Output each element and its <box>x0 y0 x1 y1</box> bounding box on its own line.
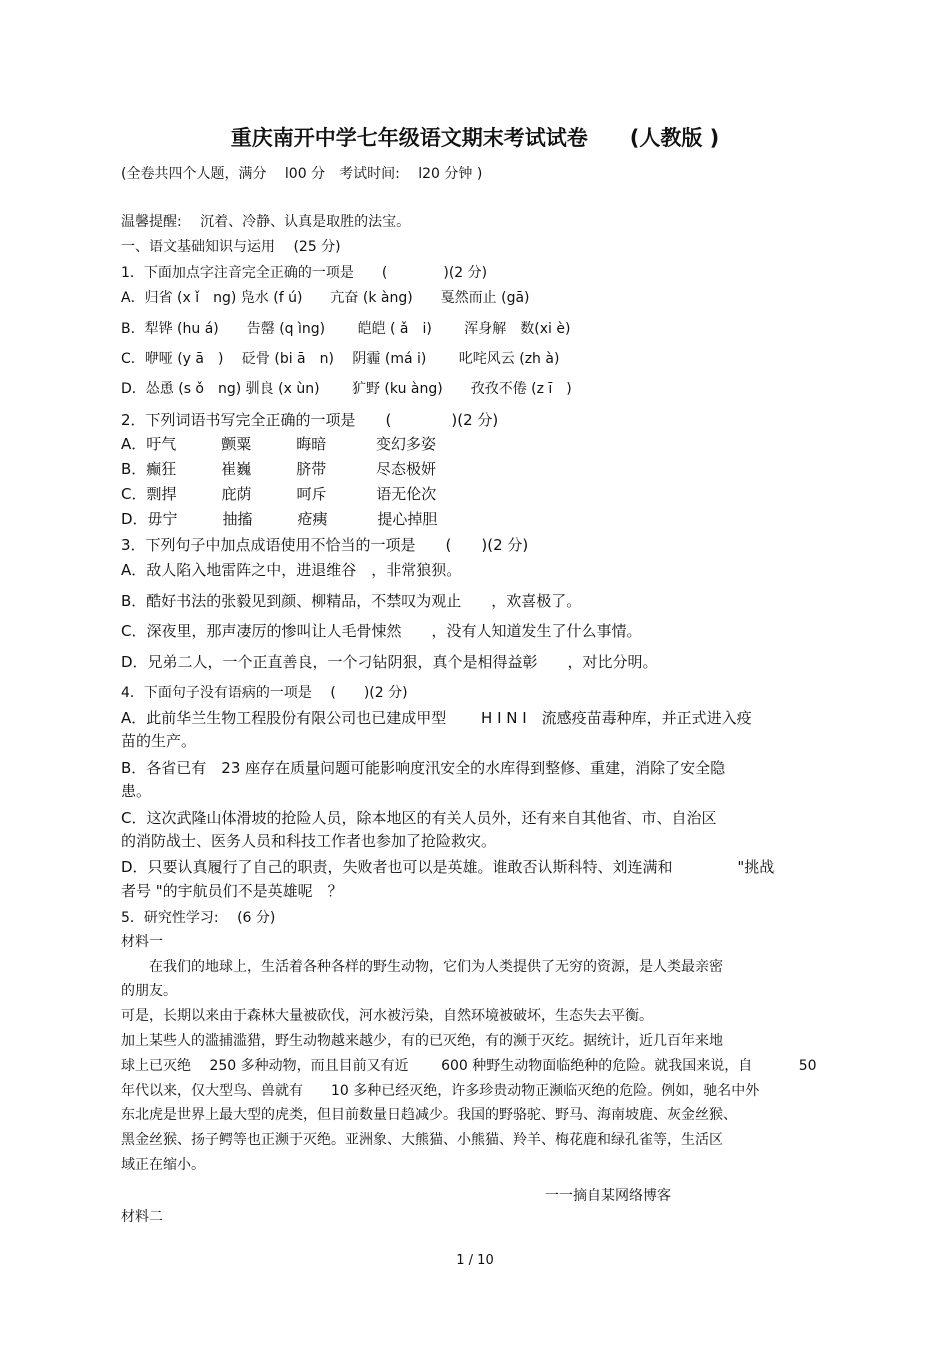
exam-info: (全卷共四个人题，满分 l00 分 考试时间: l20 分钟 ) <box>121 166 483 182</box>
question-4-line: 的消防战士、医务人员和科技工作者也参加了抢险救灾。 <box>121 832 497 850</box>
question-1-stem: 1．下面加点字注音完全正确的一项是 ( )(2 分) <box>121 265 488 281</box>
question-3-option-d: D．兄弟二人，一个正直善良，一个刁钻阴狠，真个是相得益彰 ，对比分明。 <box>121 653 658 671</box>
section-heading: 一、语文基础知识与运用 (25 分) <box>121 239 341 255</box>
question-3-stem: 3．下列句子中加点成语使用不恰当的一项是 ( )(2 分) <box>121 536 529 554</box>
material-1-line: 东北虎是世界上最大型的虎类，但目前数量日趋减少。我国的野骆驼、野马、海南坡鹿、灰金丝猴、 <box>121 1107 737 1123</box>
material-1-line: 年代以来，仅大型鸟、兽就有 10 多种已经灭绝，许多珍贵动物正濒临灭绝的危险。例如，驰名中外 <box>121 1083 760 1099</box>
question-3-option-b: B．酷好书法的张毅见到颜、柳精品，不禁叹为观止 ，欢喜极了。 <box>121 592 582 610</box>
material-1-line: 在我们的地球上，生活着各种各样的野生动物，它们为人类提供了无穷的资源，是人类最亲密 <box>121 959 723 975</box>
page-number: 1 / 10 <box>456 1253 494 1268</box>
material-2-label: 材料二 <box>121 1209 163 1225</box>
material-1-line: 加上某些人的滥捕滥猎，野生动物越来越少，有的已灭绝，有的濒于灭纥。据统计，近几百年来地 <box>121 1033 723 1049</box>
question-4-line: 苗的生产。 <box>121 732 197 750</box>
material-1-line: 的朋友。 <box>121 983 177 999</box>
question-2-option-b: B．癫狂 崔巍 脐带 尽态极妍 <box>121 460 437 478</box>
question-4-line: 者号 "的宇航员们不是英雄呢 ？ <box>121 882 343 900</box>
question-4-line: D．只要认真履行了自己的职责，失败者也可以是英雄。谁敢否认斯科特、刘连满和 "挑战 <box>121 858 775 876</box>
question-1-option-c: C．咿哑 (y ā ) 砭骨 (bi ā n) 阴霾 (má i) 叱咤风云 (zh à) <box>121 351 560 367</box>
question-4-line: A．此前华兰生物工程股份有限公司也已建成甲型 H I N I 流感疫苗毒种库，并正式进入疫 <box>121 709 752 727</box>
tip-text: 温馨提醒: 沉着、冷静、认真是取胜的法宝。 <box>121 214 411 230</box>
question-3-option-c: C．深夜里，那声凄厉的惨叫让人毛骨悚然 ，没有人知道发生了什么事情。 <box>121 622 642 640</box>
question-4-stem: 4．下面句子没有语病的一项是 ( )(2 分) <box>121 685 408 701</box>
question-1-option-a: A．归省 (x ǐ ng) 凫水 (f ú) 亢奋 (k àng) 戛然而止 (gā) <box>121 290 530 306</box>
material-1-label: 材料一 <box>121 934 163 950</box>
material-1-source: 一一摘自某网络博客 <box>545 1188 671 1204</box>
material-1-line: 可是，长期以来由于森林大量被砍伐，河水被污染，自然环境被破坏，生态失去平衡。 <box>121 1008 653 1024</box>
question-4-line: B．各省已有 23 座存在质量问题可能影响度汛安全的水库得到整修、重建，消除了安全隐 <box>121 759 726 777</box>
page-title: 重庆南开中学七年级语文期末考试试卷 (人教版 ) <box>230 126 720 150</box>
question-3-option-a: A．敌人陷入地雷阵之中，进退维谷 ，非常狼狈。 <box>121 561 462 579</box>
question-1-option-b: B．犁铧 (hu á) 告罄 (q ìng) 皑皑 ( ǎ i) 浑身解 数(xi è) <box>121 321 571 337</box>
material-1-line: 黑金丝猴、扬子鳄等也正濒于灭绝。亚洲象、大熊猫、小熊猫、羚羊、梅花鹿和绿孔雀等，生活区 <box>121 1132 723 1148</box>
question-2-option-c: C．剽捍 庇荫 呵斥 语无伦次 <box>121 485 437 503</box>
question-1-option-d: D．怂恿 (s ǒ ng) 驯良 (x ùn) 犷野 (ku àng) 孜孜不倦 (z ī ) <box>121 381 572 397</box>
question-5-stem: 5．研究性学习: (6 分) <box>121 910 276 926</box>
question-4-line: 患。 <box>121 782 152 800</box>
question-2-stem: 2．下列词语书写完全正确的一项是 ( )(2 分) <box>121 411 499 429</box>
question-2-option-a: A．吁气 颤粟 晦暗 变幻多姿 <box>121 435 437 453</box>
material-1-line: 球上已灭绝 250 多种动物，而且目前又有近 600 种野生动物面临绝种的危险。就我国来说，自 50 <box>121 1058 817 1074</box>
question-4-line: C．这次武隆山体滑坡的抢险人员，除本地区的有关人员外，还有来自其他省、市、自治区 <box>121 809 717 827</box>
material-1-line: 域正在缩小。 <box>121 1157 205 1173</box>
question-2-option-d: D．毋宁 抽搐 疮痍 提心掉胆 <box>121 510 438 528</box>
